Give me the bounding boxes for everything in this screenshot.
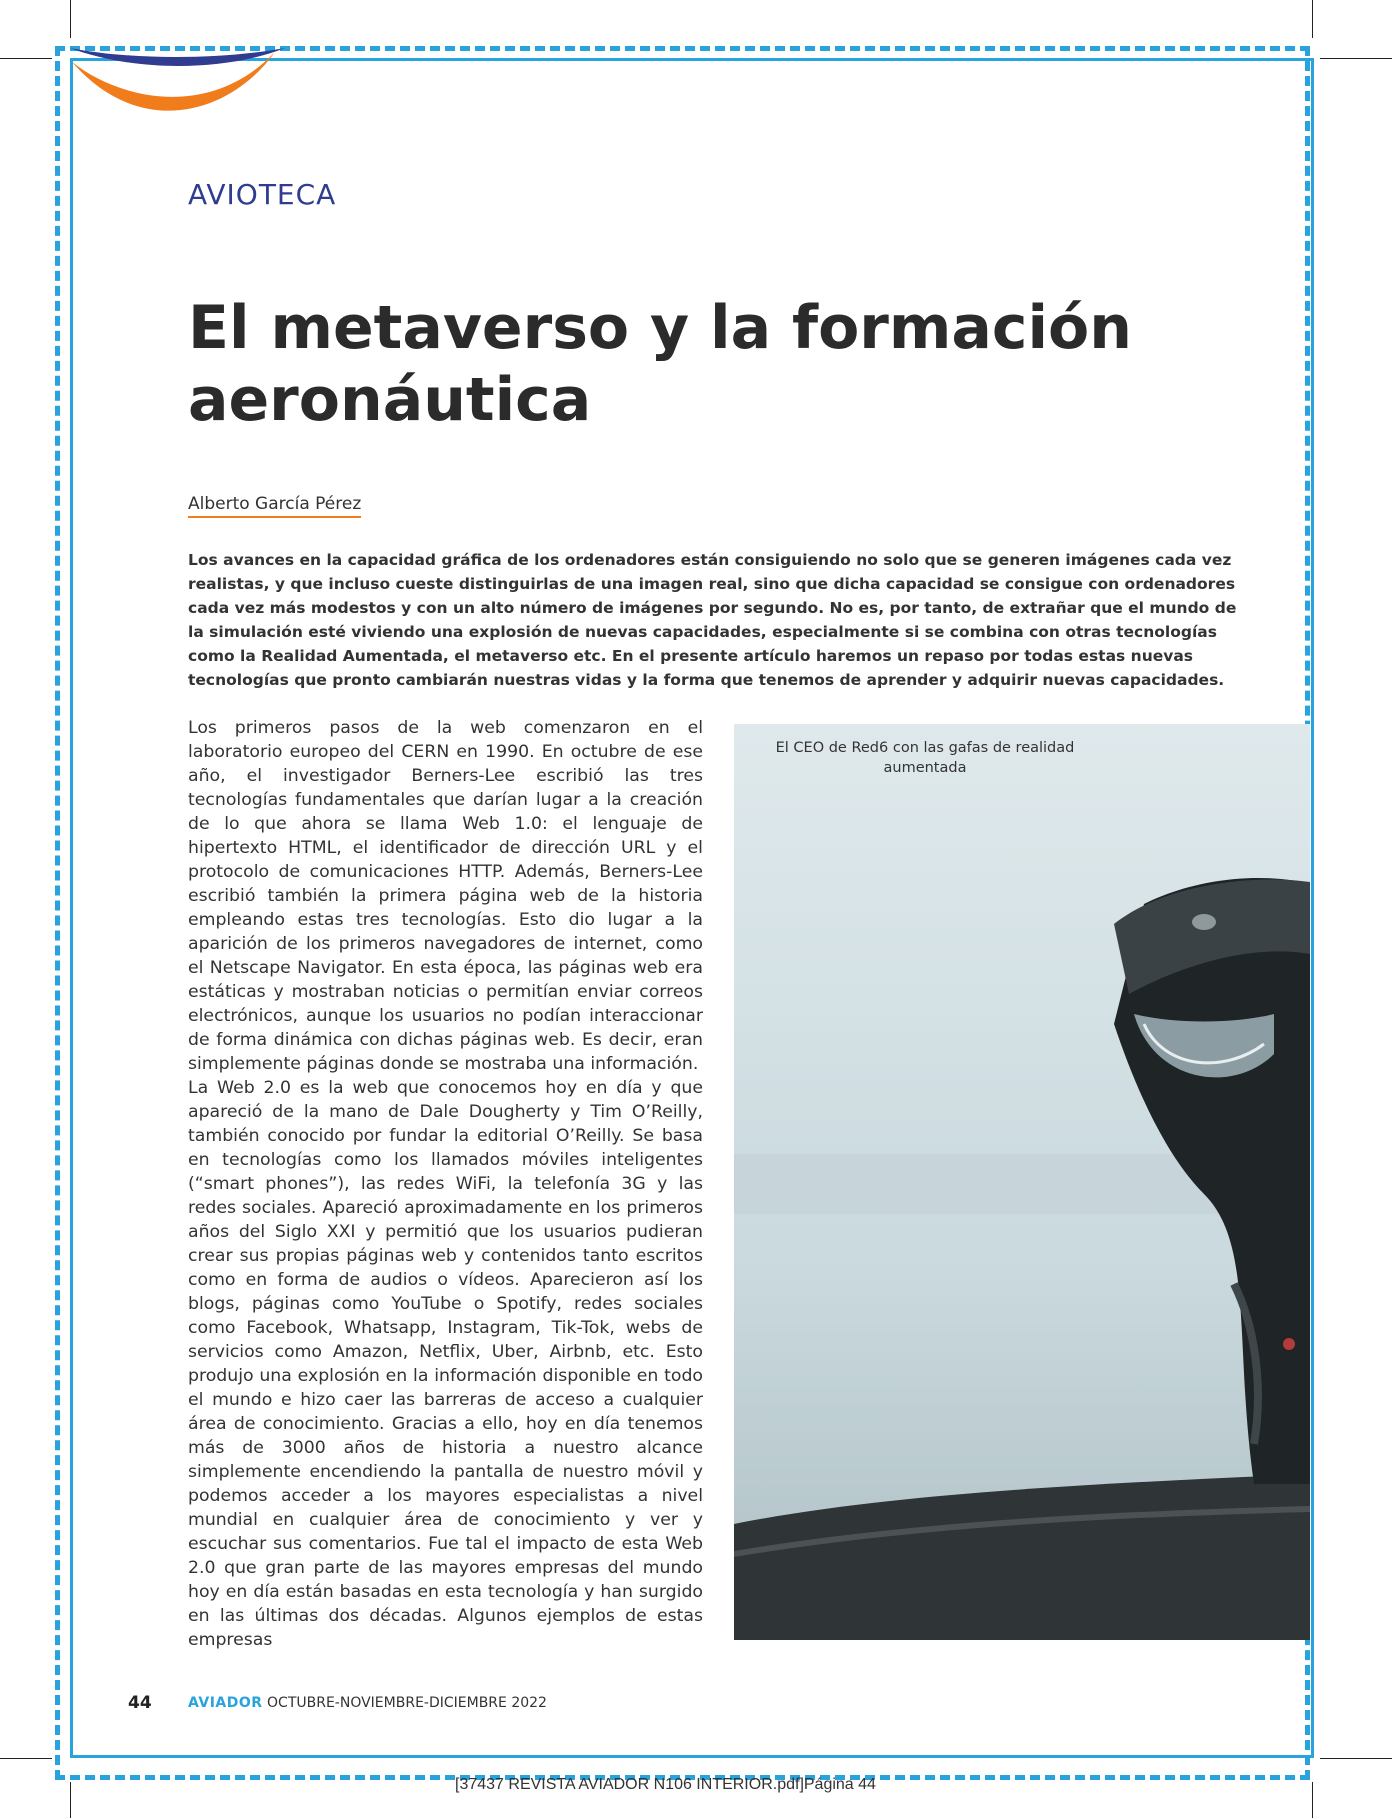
page-number: 44 <box>128 1693 152 1713</box>
photo-caption: El CEO de Red6 con las gafas de realidad aumentada <box>775 740 1075 776</box>
article-title <box>188 292 1138 436</box>
crop-mark <box>1312 0 1313 38</box>
body-paragraph-2: La Web 2.0 es la web que conocemos hoy en día y que apareció de la mano de Dale Dougherty y Tim O’Reilly, también conocido por fundar la editorial O’Reilly. Se basa en tecnologías como los llamados móviles inteligentes (“smart phones”), las redes WiFi, la telefonía 3G y las redes sociales. Apareció aproximadamente en los primeros años del Siglo XXI y permitió que los usuarios pudieran crear sus propias páginas web y contenidos tanto escritos como en forma de audios o vídeos. Aparecieron así los blogs, páginas como YouTube o Spotify, redes sociales como Facebook, Whatsapp, Instagram, Tik-Tok, webs de servicios como Amazon, Netflix, Uber, Airbnb, etc. Esto produjo una explosión en la información disponible en todo el mundo e hizo caer las barreras de acceso a cualquier área de conocimiento. Gracias a ello, hoy en día tenemos más de 3000 años de historia a nuestro alcance simplemente encendiendo la pantalla de nuestro móvil y podemos acceder a los mayores especialistas a nivel mundial en cualquier área de conocimiento y ver y escuchar sus comentarios. Fue tal el impacto de esta Web 2.0 que gran parte de las mayores empresas del mundo hoy en día están basadas en esta tecnología y han surgido en las últimas dos décadas. Algunos ejemplos de estas empresas <box>188 1078 703 1650</box>
crop-mark <box>1320 58 1392 59</box>
magazine-brand: AVIADOR <box>188 1695 263 1711</box>
body-paragraph-1: Los primeros pasos de la web comenzaron en el laboratorio europeo del CERN en 1990. En octubre de ese año, el investigador Berners-Lee escribió las tres tecnologías fundamentales que darían lugar a la creación de lo que ahora se llama Web 1.0: el lenguaje de hipertexto HTML, el identificador de dirección URL y el protocolo de comunicaciones HTTP. Además, Berners-Lee escribió también la primera página web de la historia empleando estas tres tecnologías. Esto dio lugar a la aparición de los primeros navegadores de internet, como el Netscape Navigator. En esta época, las páginas web era estáticas y mostraban noticias o permitían enviar correos electrónicos, aunque los usuarios no podían interaccionar de forma dinámica con dichas páginas web. Es decir, eran simplemente páginas donde se mostraba una información. <box>188 718 703 1074</box>
crop-mark <box>0 1758 52 1759</box>
body-column <box>188 716 703 1652</box>
section-label: AVIOTECA <box>188 178 337 211</box>
magazine-footer <box>188 1695 547 1711</box>
title-line-1: El metaverso y la formación <box>188 293 1132 363</box>
crop-mark <box>1320 1758 1392 1759</box>
lead-paragraph: Los avances en la capacidad gráfica de los ordenadores están consiguiendo no solo que se generen imágenes cada vez realistas, y que incluso cueste distinguirlas de una imagen real, sino que dicha capacidad se consigue con ordenadores cada vez más modestos y con un alto número de imágenes por segundo. No es, por tanto, de extrañar que el mundo de la simulación esté viviendo una explosión de nuevas capacidades, especialmente si se combina con otras tecnologías como la Realidad Aumentada, el metaverso etc. En el presente artículo haremos un repaso por todas estas nuevas tecnologías que pronto cambiarán nuestras vidas y la forma que tenemos de aprender y adquirir nuevas capacidades. <box>188 551 1237 689</box>
article-photo <box>734 724 1310 1640</box>
title-line-2: aeronáutica <box>188 365 592 435</box>
crop-mark <box>70 1782 71 1818</box>
author-name: Alberto García Pérez <box>188 494 361 518</box>
magazine-issue: OCTUBRE-NOVIEMBRE-DICIEMBRE 2022 <box>267 1695 547 1711</box>
crop-mark <box>1312 1782 1313 1818</box>
crop-mark <box>70 0 71 38</box>
file-footer: [37437 REVISTA AVIADOR N106 INTERIOR.pdf]Página 44 <box>455 1776 876 1793</box>
crop-mark <box>0 58 52 59</box>
pilot-ar-headset-illustration <box>734 724 1310 1640</box>
swoosh-logo-icon <box>60 40 290 140</box>
